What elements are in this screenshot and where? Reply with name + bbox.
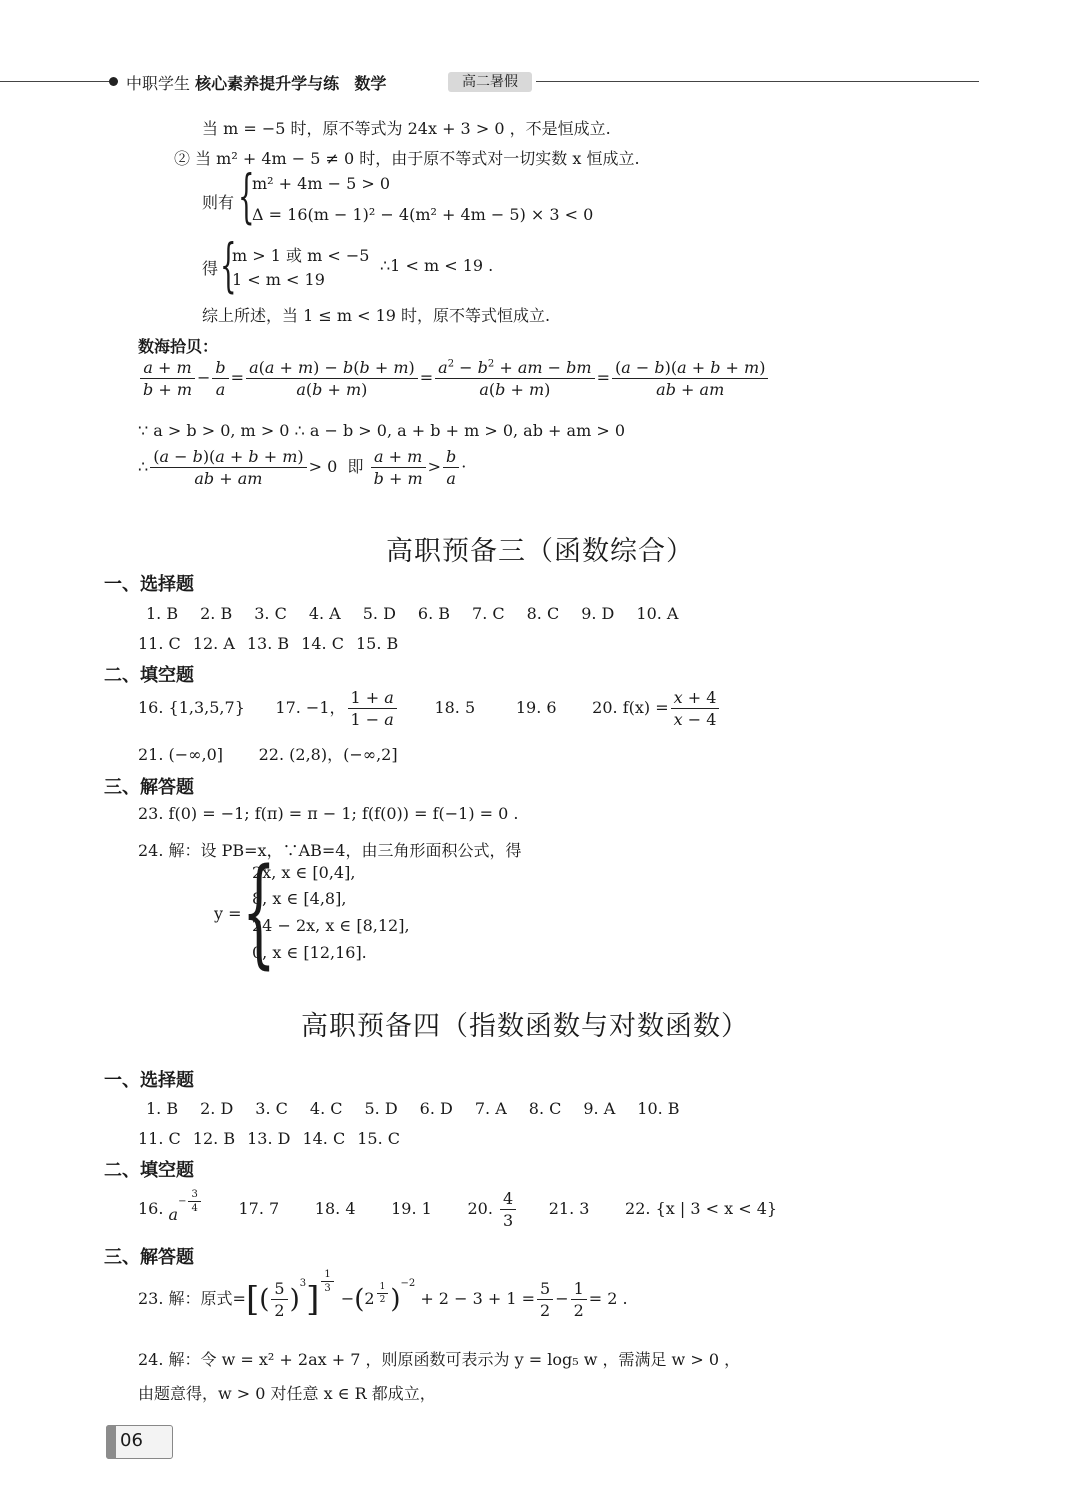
mc-answers-row: 11. C 12. B 13. D 14. C 15. C — [138, 1129, 400, 1148]
brace-icon: { — [220, 231, 237, 299]
brace-icon: { — [242, 842, 276, 980]
condition-line: ∵ a > b > 0, m > 0 ∴ a − b > 0, a + b + m > 0, ab + am > 0 — [138, 421, 625, 440]
piecewise-row: 2x, x ∈ [0,4], — [252, 863, 356, 882]
section-title: 高职预备三（函数综合） — [386, 536, 694, 567]
system-eq-4: 1 < m < 19 — [232, 270, 325, 289]
piecewise-lhs: y = — [214, 904, 242, 923]
fill-heading: 二、填空题 — [104, 1160, 194, 1181]
header-book-title: 核心素养提升学与练 — [195, 74, 340, 93]
page-number-tab — [106, 1425, 116, 1459]
piecewise-row: 24 − 2x, x ∈ [8,12], — [252, 916, 410, 935]
fill-answers-row: 21. (−∞,0] 22. (2,8)，(−∞,2] — [138, 745, 398, 764]
system-eq-2: Δ = 16(m − 1)² − 4(m² + 4m − 5) × 3 < 0 — [252, 205, 594, 224]
mc-answers-row: 1. B 2. D 3. C 4. C 5. D 6. D 7. A 8. C 9. A 10. B — [146, 1099, 680, 1118]
header-rule-left — [0, 81, 112, 82]
piecewise-row: 8, x ∈ [4,8], — [252, 889, 347, 908]
brace-icon: { — [238, 162, 255, 230]
page-number: 06 — [120, 1430, 143, 1451]
header-rule-right — [536, 81, 979, 82]
header-bullet-icon — [109, 77, 118, 86]
label-get: 得 — [202, 259, 219, 278]
solve-heading: 三、解答题 — [104, 777, 194, 798]
header-subject: 数学 — [354, 74, 387, 93]
answer-23: 23. 解：原式=[( $\frac{5}{2}$ )$^3$] $\frac{1}{3}$ −(2 $^{\frac{1}{2}}$ )$^{-2}$ + 2 − 3 + 1 = $\frac{5}{2}$ − $\frac{1}{2}$ = 2 . — [138, 1269, 628, 1320]
header-badge: 高二暑假 — [448, 72, 532, 92]
header-prefix: 中职学生 — [126, 74, 191, 93]
mc-heading: 一、选择题 — [104, 1070, 194, 1091]
mc-answers-row: 11. C 12. A 13. B 14. C 15. B — [138, 634, 399, 653]
system-eq-1: m² + 4m − 5 > 0 — [252, 174, 391, 193]
label-then-has: 则有 — [202, 193, 235, 212]
fill-answers-row: 16. $a^{- \frac{3}{4}}$ 17. 7 18. 4 19. 1 20. $\frac{4}{3}$ 21. 3 22. {x | 3 < x < 4} — [138, 1189, 778, 1230]
answer-24: 24. 解：设 PB=x，∵AB=4，由三角形面积公式，得 — [138, 841, 522, 860]
text-line: 当 m = −5 时，原不等式为 24x + 3 > 0 ，不是恒成立. — [202, 119, 611, 138]
shuhai-title: 数海拾贝： — [138, 337, 219, 356]
solve-heading: 三、解答题 — [104, 1247, 194, 1268]
text-line: ② 当 m² + 4m − 5 ≠ 0 时，由于原不等式对一切实数 x 恒成立. — [174, 149, 640, 168]
piecewise-row: 0, x ∈ [12,16]. — [252, 943, 367, 962]
answer-23: 23. f(0) = −1; f(π) = π − 1; f(f(0)) = f(−1) = 0 . — [138, 804, 519, 823]
mc-heading: 一、选择题 — [104, 574, 194, 595]
fraction-equation: $\frac{a + m}{b + m}$ − $\frac{b}{a}$ = $\frac{a(a + m) - b(b + m)}{a(b + m)}$ = $\frac{a^2 - b^2 + am - bm}{a(b + m)}$ = $\frac{(a - b)(a + b + m)}{ab + am}$ — [138, 358, 770, 399]
conclusion-fraction: ∴ $\frac{(a - b)(a + b + m)}{ab + am}$ > 0 即 $\frac{a + m}{b + m}$ > $\frac{b}{a}$ · — [138, 447, 467, 488]
fill-heading: 二、填空题 — [104, 665, 194, 686]
answer-24-cont: 由题意得，w > 0 对任意 x ∈ R 都成立， — [138, 1384, 436, 1403]
header-title — [126, 71, 386, 94]
system-result: ∴1 < m < 19 . — [380, 256, 494, 275]
section-title: 高职预备四（指数函数与对数函数） — [301, 1011, 749, 1042]
conclusion: 综上所述，当 1 ≤ m < 19 时，原不等式恒成立. — [202, 306, 551, 325]
system-eq-3: m > 1 或 m < −5 — [232, 246, 370, 265]
mc-answers-row: 1. B 2. B 3. C 4. A 5. D 6. B 7. C 8. C 9. D 10. A — [146, 604, 679, 623]
fill-answers-row: 16. {1,3,5,7} 17. −1， $\frac{1 + a}{1 - a}$ 18. 5 19. 6 20. f(x) = $\frac{x + 4}{x - 4}$ — [138, 688, 721, 729]
answer-24: 24. 解：令 w = x² + 2ax + 7 ，则原函数可表示为 y = log₅ w ，需满足 w > 0 ， — [138, 1350, 741, 1369]
